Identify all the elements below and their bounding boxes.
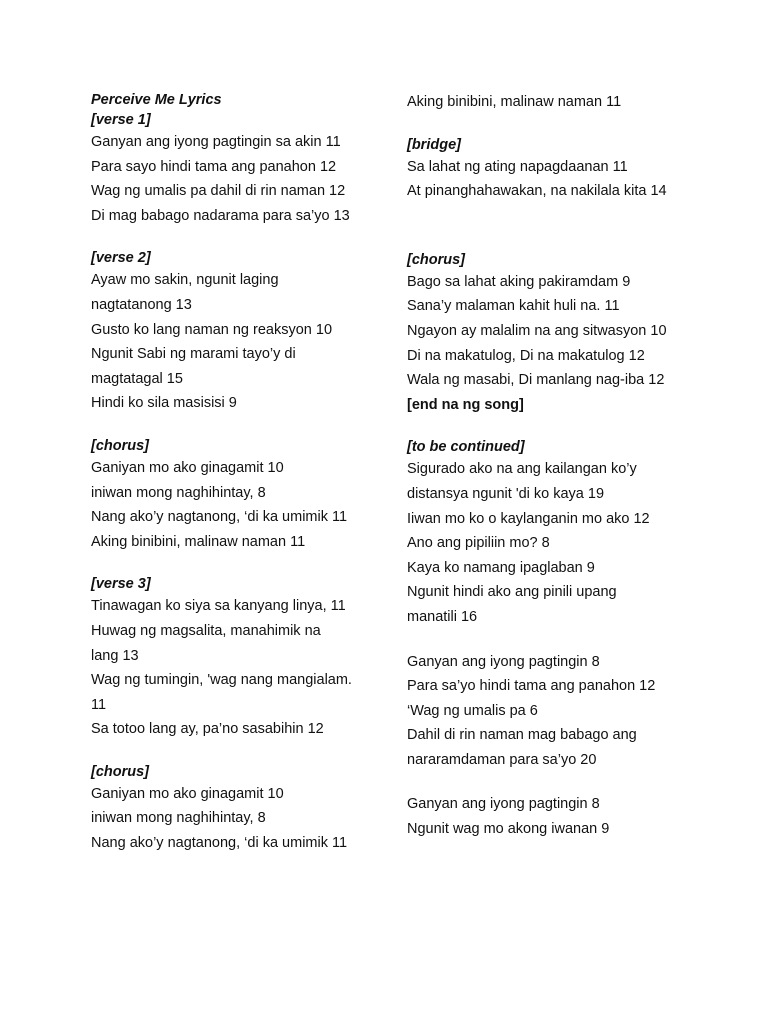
stanza-b xyxy=(407,792,707,841)
lyric-line: Ganyan ang iyong pagtingin 8 xyxy=(407,796,600,813)
lyric-line: nararamdaman para sa’yo 20 xyxy=(407,751,597,768)
lyric-line: Iiwan mo ko o kaylanganin mo ako 12 xyxy=(407,510,650,527)
lyric-line: Sa totoo lang ay, pa’no sasabihin 12 xyxy=(91,721,324,738)
lyric-line: Nang ako’y nagtanong, ‘di ka umimik 11 xyxy=(91,835,348,852)
lyric-line: Wag ng tumingin, 'wag nang mangialam. xyxy=(91,672,352,689)
lyric-line: Sa lahat ng ating napagdaanan 11 xyxy=(407,158,628,175)
lyric-line: Para sa’yo hindi tama ang panahon 12 xyxy=(407,678,656,695)
lyric-line: Ayaw mo sakin, ngunit laging xyxy=(91,272,279,289)
section-header: [bridge] xyxy=(407,136,461,153)
lyric-line: Ganiyan mo ako ginagamit 10 xyxy=(91,459,284,476)
lyric-line: At pinanghahawakan, na nakilala kita 14 xyxy=(407,183,667,200)
lyric-line: manatili 16 xyxy=(407,608,478,625)
lyric-line: magtatagal 15 xyxy=(91,370,183,387)
lyric-line: Para sayo hindi tama ang panahon 12 xyxy=(91,158,337,175)
verse-1-section xyxy=(91,110,381,228)
lyric-line: Sigurado ako na ang kailangan ko’y xyxy=(407,461,637,478)
lyric-line: iniwan mong naghihintay, 8 xyxy=(91,484,266,501)
lyric-line: Tinawagan ko siya sa kanyang linya, 11 xyxy=(91,598,346,615)
lyric-line: Aking binibini, malinaw naman 11 xyxy=(91,533,306,550)
lyric-line: Gusto ko lang naman ng reaksyon 10 xyxy=(91,321,333,338)
chorus-continuation xyxy=(407,90,707,115)
lyric-line: distansya ngunit 'di ko kaya 19 xyxy=(407,485,605,502)
lyric-line: Ngayon ay malalim na ang sitwasyon 10 xyxy=(407,322,667,339)
lyric-line: Dahil di rin naman mag babago ang xyxy=(407,727,637,744)
section-header: [to be continued] xyxy=(407,439,525,456)
lyric-line: Di mag babago nadarama para sa’yo 13 xyxy=(91,207,350,224)
lyric-line: Huwag ng magsalita, manahimik na xyxy=(91,622,321,639)
lyric-line: Ano ang pipiliin mo? 8 xyxy=(407,535,550,552)
section-header: [chorus] xyxy=(91,437,149,454)
lyric-line: Ngunit hindi ako ang pinili upang xyxy=(407,584,617,601)
chorus-section xyxy=(91,436,381,554)
right-column xyxy=(407,90,707,862)
document-title: Perceive Me Lyrics xyxy=(91,92,222,108)
lyric-line: 11 xyxy=(91,696,107,713)
lyric-line: Wag ng umalis pa dahil di rin naman 12 xyxy=(91,183,346,200)
lyric-line: Sana’y malaman kahit huli na. 11 xyxy=(407,298,620,315)
lyric-line: ‘Wag ng umalis pa 6 xyxy=(407,702,538,719)
bridge-section xyxy=(407,135,707,204)
section-header: [verse 2] xyxy=(91,250,151,267)
lyric-line: Bago sa lahat aking pakiramdam 9 xyxy=(407,273,631,290)
left-column xyxy=(91,90,381,876)
section-header: [chorus] xyxy=(91,763,149,780)
to-be-continued-section xyxy=(407,437,707,629)
verse-2-section xyxy=(91,248,381,416)
end-note: [end na ng song] xyxy=(407,396,524,413)
verse-3-section xyxy=(91,574,381,742)
lyric-line: Di na makatulog, Di na makatulog 12 xyxy=(407,347,645,364)
chorus-section xyxy=(91,762,381,856)
lyric-line: lang 13 xyxy=(91,647,139,664)
blank-gap xyxy=(407,224,707,250)
lyric-line: Ngunit wag mo akong iwanan 9 xyxy=(407,821,610,838)
lyric-line: Nang ako’y nagtanong, ‘di ka umimik 11 xyxy=(91,509,348,526)
section-header: [chorus] xyxy=(407,251,465,268)
section-header: [verse 1] xyxy=(91,112,151,128)
lyric-line: iniwan mong naghihintay, 8 xyxy=(91,810,266,827)
lyric-line: Ganyan ang iyong pagtingin 8 xyxy=(407,653,600,670)
lyric-line: Ngunit Sabi ng marami tayo’y di xyxy=(91,346,296,363)
lyric-line: Ganiyan mo ako ginagamit 10 xyxy=(91,785,284,802)
lyric-line: Ganyan ang iyong pagtingin sa akin 11 xyxy=(91,134,341,150)
lyric-line: Kaya ko namang ipaglaban 9 xyxy=(407,559,595,576)
lyric-line: Wala ng masabi, Di manlang nag-iba 12 xyxy=(407,372,665,389)
lyric-line: Hindi ko sila masisisi 9 xyxy=(91,395,237,412)
chorus-section xyxy=(407,250,707,418)
section-header: [verse 3] xyxy=(91,576,151,593)
stanza-a xyxy=(407,650,707,773)
lyric-line: Aking binibini, malinaw naman 11 xyxy=(407,94,622,110)
lyric-line: nagtatanong 13 xyxy=(91,296,192,313)
